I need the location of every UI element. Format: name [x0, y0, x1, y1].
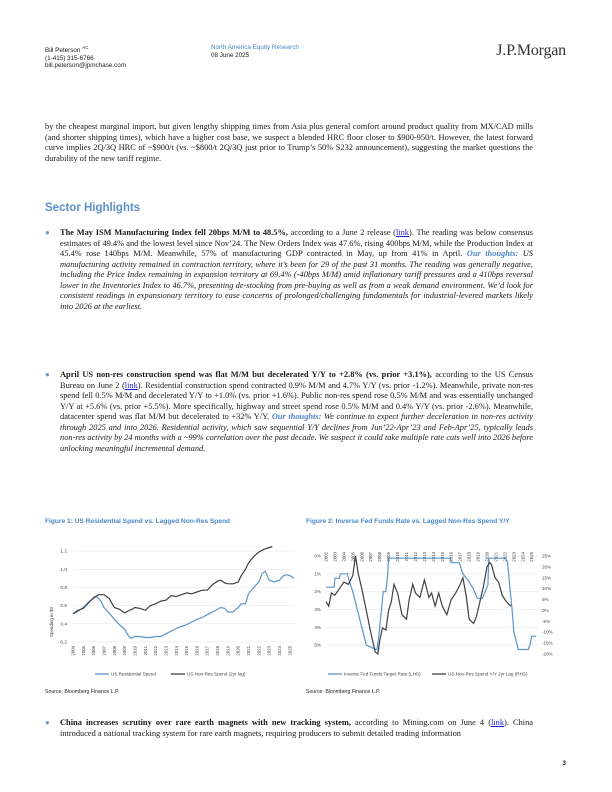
series-line-residential — [73, 571, 294, 638]
legend-label: US Non-Res Spend (2yr lag) — [187, 671, 246, 677]
our-thoughts-text: We continue to expect further deceleration in non-res activity through 2025 and into 2026. Residential activity, which saw sequential Y/Y declines from Jun’22-Apr’23 and Feb-Apr’25, typically leads non-res activity by 24 months with a ~99% correlation over the past decade. We suspect it could take multiple rate cuts well into 2026 before unlocking meaningful incremental demand. — [60, 412, 533, 453]
y-right-tick-label: -15% — [542, 640, 553, 646]
figure-1-chart — [45, 530, 300, 685]
y-tick-label: 0.2 — [60, 640, 67, 646]
x-tick-label: 2018 — [215, 646, 221, 656]
bullet-nonres — [45, 370, 533, 454]
bullet-icon: ● — [45, 718, 50, 727]
figure-1-title: Figure 1: US Residential Spend vs. Lagged Non-Res Spend — [45, 518, 231, 525]
report-meta — [211, 44, 299, 59]
figure-2-source: Source: Bloomberg Finance L.P. — [306, 689, 381, 695]
x-tick-label: 2013 — [163, 646, 169, 656]
jpmorgan-logo: J.P.Morgan — [496, 42, 566, 59]
x-tick-label: 2017 — [457, 552, 463, 562]
x-tick-label: 2002 — [323, 552, 329, 562]
author-name: Bill Peterson — [45, 47, 81, 55]
bullet-text: according to Mining.com on June 4 ( — [350, 718, 491, 727]
legend-label: US Non-Res Spend Y/Y 2yr Lag (RHS) — [448, 671, 528, 677]
intro-paragraph: by the cheapest marginal import, but given lengthy shipping times from Asia plus general comfort around product quality from MX/CAD mills (and shorter shipping times), which have a higher cost base, we suspect a blended HRC floor closer to $900-950/t. However, the latest forward curve implies 2Q/3Q HRC of ~$900/t (vs. ~$800/t 2Q/3Q just prior to Trump’s 50% S232 announcement), suggesting the market questions the durability of the new tariff regime. — [45, 122, 533, 163]
x-tick-label: 2016 — [448, 552, 454, 562]
x-tick-label: 2013 — [421, 552, 427, 562]
our-thoughts-label: Our thoughts: — [271, 412, 322, 421]
x-tick-label: 2008 — [377, 552, 383, 562]
source-link[interactable]: link — [395, 228, 409, 237]
y-left-tick-label: 2% — [314, 589, 321, 595]
bullet-text: according to a June 2 release ( — [287, 228, 396, 237]
y-tick-label: 1.0 — [60, 567, 67, 573]
source-link[interactable]: link — [490, 718, 505, 727]
x-tick-label: 2018 — [466, 552, 472, 562]
x-tick-label: 2006 — [91, 646, 97, 656]
y-tick-label: 0.8 — [60, 585, 67, 591]
x-tick-label: 2015 — [184, 646, 190, 656]
x-tick-label: 2022 — [502, 552, 508, 562]
y-tick-label: 1.2 — [60, 549, 67, 555]
bullet-text: ). China introduced a national tracking system for rare earth magnets, requiring producers to submit detailed trading information — [60, 718, 533, 738]
x-tick-label: 2020 — [235, 646, 241, 656]
author-phone: (1-415) 315-6766 — [45, 54, 94, 62]
y-tick-label: 0.4 — [60, 622, 67, 628]
x-tick-label: 2024 — [520, 552, 526, 562]
y-left-tick-label: 5% — [314, 642, 321, 648]
x-tick-label: 2010 — [395, 552, 401, 562]
x-tick-label: 2004 — [70, 646, 76, 656]
y-right-tick-label: 25% — [542, 553, 552, 559]
y-tick-label: 0.6 — [60, 604, 67, 610]
bullet-text: ). Residential construction spend contracted 0.9% M/M and 4.7% Y/Y (vs. prior -1.2%). Meanwhile, private non-res spend fell 0.5% M/M and decelerated Y/Y to +1.0% (vs. prior +1.6%). Public non-res spend rose 0.5% M/M and was essentially unchanged Y/Y at +5.6% (vs. prior +5.5%). More specifically, highway and street spend rose 0.5% M/M and 0.4% Y/Y (vs. prior -2.6%). Meanwhile, datacenter spend was flat M/M but decelerated to +32% Y/Y. — [60, 380, 533, 421]
bullet-headline: The May ISM Manufacturing Index fell 20bps M/M to 48.5%, — [60, 228, 288, 237]
y-right-tick-label: 0% — [542, 607, 549, 613]
figure-2-title: Figure 2: Inverse Fed Funds Rate vs. Lagged Non-Res Spend Y/Y — [306, 518, 510, 525]
author-email[interactable]: bill.peterson@jpmchase.com — [45, 62, 126, 70]
bullet-rare-earth — [45, 718, 533, 739]
section-title: Sector Highlights — [45, 202, 141, 214]
page-number: 3 — [562, 760, 566, 767]
our-thoughts-text: US manufacturing activity remained in contraction territory, where it’s been for 29 of the past 31 months. The reading was generally negative, including the Price Index remaining in expansion territory at 69.4% (-40bps M/M) amid inflationary tariff pressures and a 410bps reversal lower in the Inventories Index to 46.7%, presenting de-stocking from pre-buying as well as from a weak demand environment. We’d look for consistent readings in expansionary territory to ease concerns of prolonged/challenging fundamentals for industrial-levered markets likely into 2026 at the earliest. — [60, 249, 533, 311]
y-right-tick-label: 5% — [542, 597, 549, 603]
y-right-tick-label: 15% — [542, 575, 552, 581]
report-date: 08 June 2025 — [211, 51, 250, 59]
x-tick-label: 2025 — [287, 646, 293, 656]
bullet-headline: April US non-res construction spend was flat M/M but decelerated Y/Y to +2.8% (vs. prior +3.1%), — [60, 370, 432, 379]
legend-label: US Residential Spend — [111, 671, 156, 677]
bullet-text: ). The reading was below consensus estimates of 49.4% and the lowest level since Nov’24. The New Orders Index was 47.6%, rising 400bps M/M, while the Production Index at 45.4% rose 140bps M/M. Meanwhile, 57% of manufacturing GDP contracted in May, up from 41% in April. — [60, 228, 533, 258]
bullet-icon: ● — [45, 370, 50, 379]
y-left-tick-label: 1% — [314, 571, 321, 577]
x-tick-label: 2021 — [246, 646, 252, 656]
x-tick-label: 2007 — [101, 646, 107, 656]
x-tick-label: 2010 — [132, 646, 138, 656]
figure-2-chart — [306, 530, 566, 685]
bullet-ism — [45, 228, 533, 312]
x-tick-label: 2011 — [404, 552, 410, 562]
x-tick-label: 2012 — [153, 646, 159, 656]
y-left-tick-label: 3% — [314, 606, 321, 612]
x-tick-label: 2014 — [430, 552, 436, 562]
x-tick-label: 2003 — [332, 552, 338, 562]
x-tick-label: 2017 — [204, 646, 210, 656]
x-tick-label: 2012 — [412, 552, 418, 562]
x-tick-label: 2009 — [122, 646, 128, 656]
author-block — [45, 44, 126, 70]
y-right-tick-label: -20% — [542, 651, 553, 657]
x-tick-label: 2014 — [173, 646, 179, 656]
x-tick-label: 2021 — [493, 552, 499, 562]
x-tick-label: 2020 — [484, 552, 490, 562]
x-tick-label: 2022 — [256, 646, 262, 656]
y-right-tick-label: -5% — [542, 618, 551, 624]
our-thoughts-label: Our thoughts: — [466, 249, 519, 258]
legend-label: Inverse Fed Funds Target Rate (LHS) — [344, 671, 421, 677]
y-left-tick-label: 0% — [314, 553, 321, 559]
x-tick-label: 2006 — [359, 552, 365, 562]
x-tick-label: 2024 — [277, 646, 283, 656]
figure-1-source: Source: Bloomberg Finance L.P. — [45, 689, 120, 695]
series-line-nonres-yoy — [326, 556, 511, 654]
bullet-text: according to the US Census Bureau on June 2 ( — [60, 370, 533, 390]
y-left-tick-label: 4% — [314, 624, 321, 630]
x-tick-label: 2007 — [368, 552, 374, 562]
x-tick-label: 2023 — [266, 646, 272, 656]
department: North America Equity Research — [211, 44, 299, 51]
x-tick-label: 2004 — [341, 552, 347, 562]
y-right-tick-label: 10% — [542, 586, 552, 592]
x-tick-label: 2011 — [142, 646, 148, 656]
x-tick-label: 2008 — [111, 646, 117, 656]
source-link[interactable]: link — [124, 380, 138, 390]
x-tick-label: 2025 — [529, 552, 535, 562]
x-tick-label: 2016 — [194, 646, 200, 656]
author-cert: AC — [82, 45, 89, 50]
y-right-tick-label: -10% — [542, 629, 553, 635]
x-tick-label: 2005 — [80, 646, 86, 656]
y-axis-label: Spending in $tr — [49, 606, 54, 638]
y-right-tick-label: 20% — [542, 564, 552, 570]
bullet-headline: China increases scrutiny over rare earth magnets with new tracking system, — [60, 718, 351, 727]
x-tick-label: 2023 — [511, 552, 517, 562]
x-tick-label: 2015 — [439, 552, 445, 562]
x-tick-label: 2009 — [386, 552, 392, 562]
x-tick-label: 2019 — [475, 552, 481, 562]
x-tick-label: 2019 — [225, 646, 231, 656]
bullet-icon: ● — [45, 228, 50, 237]
x-tick-label: 2005 — [350, 552, 356, 562]
